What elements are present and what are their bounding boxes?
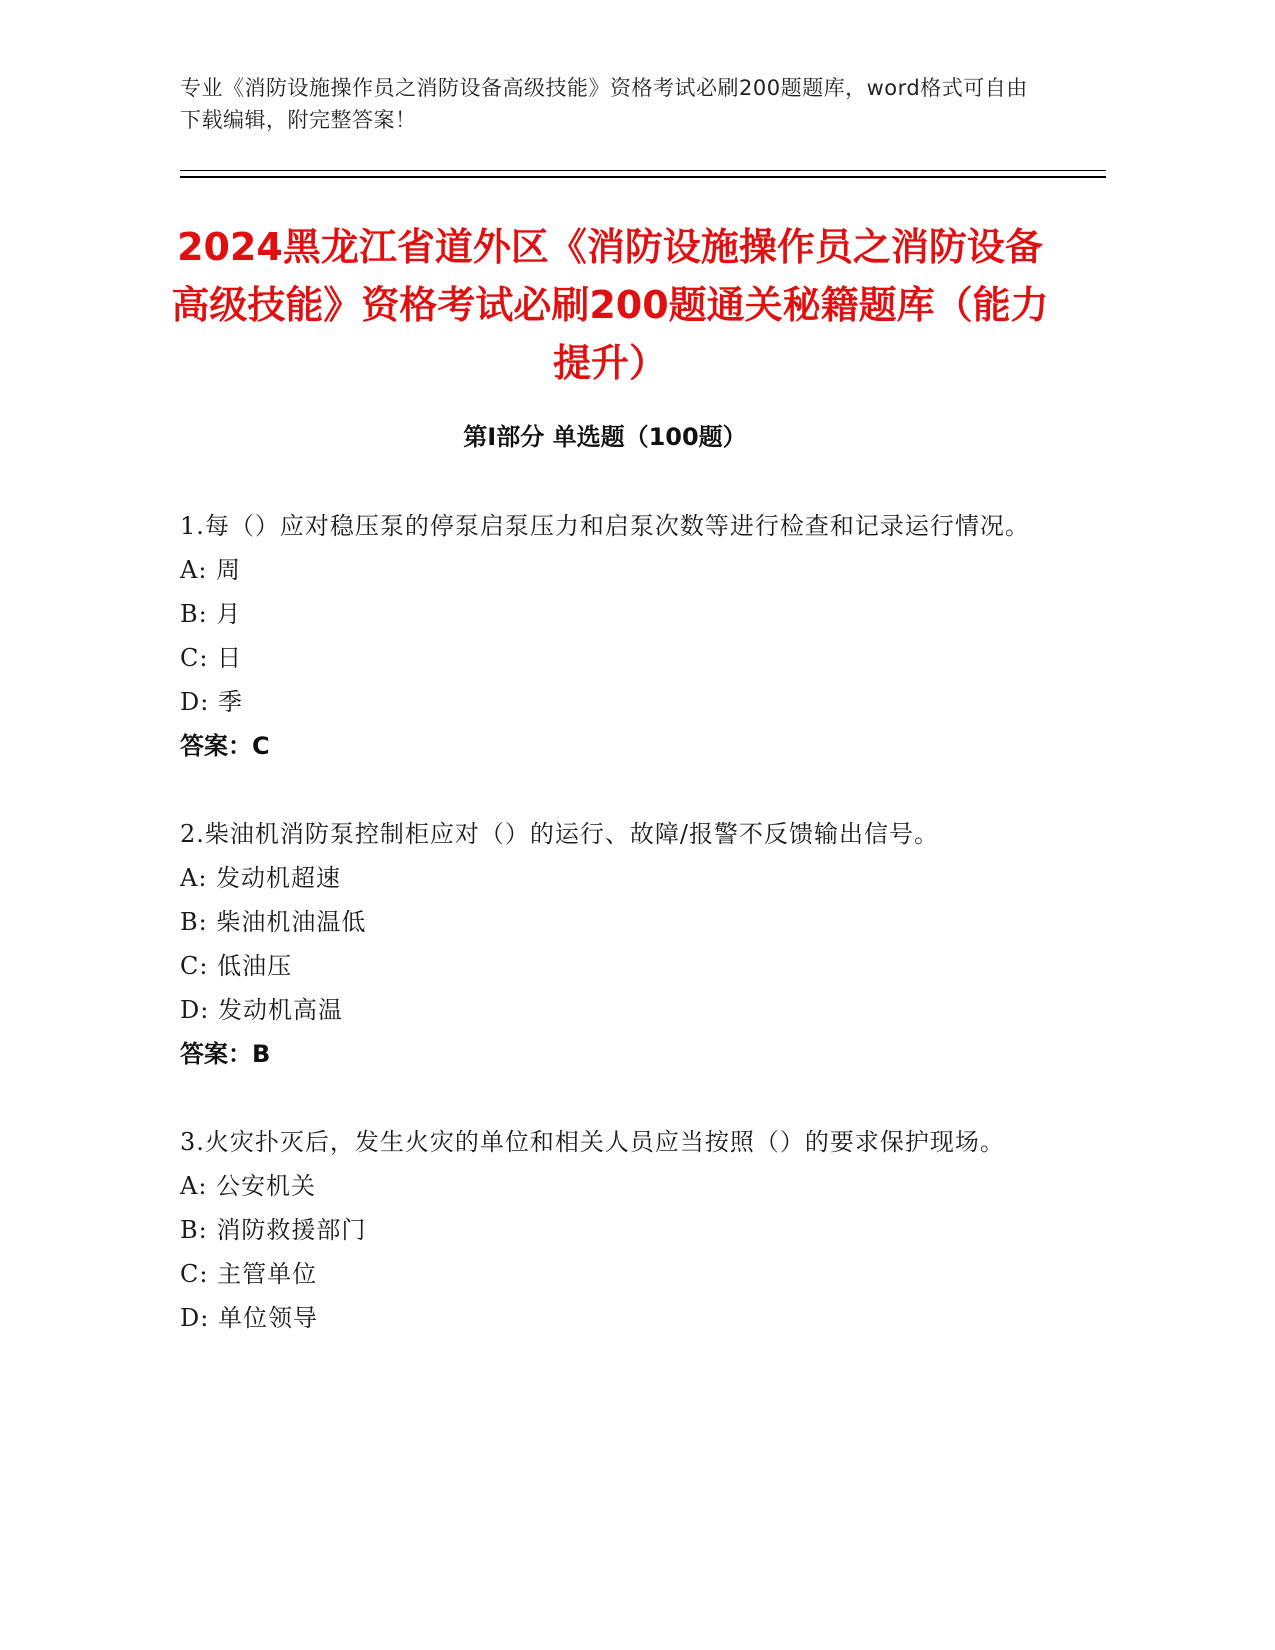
option-d: D: 发动机高温 xyxy=(180,996,343,1024)
header-note: 专业《消防设施操作员之消防设备高级技能》资格考试必刷200题题库，word格式可自由下载编辑，附完整答案！ xyxy=(180,76,1028,132)
option-c: C: 日 xyxy=(180,644,243,672)
option-c: C: 主管单位 xyxy=(180,1260,318,1288)
question-2 xyxy=(180,812,1030,1076)
option-c: C: 低油压 xyxy=(180,952,293,980)
question-1 xyxy=(180,504,1030,768)
question-3 xyxy=(180,1120,1030,1340)
header-divider-top xyxy=(180,170,1106,171)
header-divider-bottom xyxy=(180,176,1106,178)
option-b: B: 月 xyxy=(180,600,242,628)
option-b: B: 柴油机油温低 xyxy=(180,908,367,936)
option-a: A: 发动机超速 xyxy=(180,864,342,892)
option-d: D: 单位领导 xyxy=(180,1304,318,1332)
answer: 答案：C xyxy=(180,732,270,760)
option-a: A: 周 xyxy=(180,556,242,584)
question-list xyxy=(180,504,1030,1384)
question-stem: 2.柴油机消防泵控制柜应对（）的运行、故障/报警不反馈输出信号。 xyxy=(180,820,939,848)
option-d: D: 季 xyxy=(180,688,243,716)
document-title: 2024黑龙江省道外区《消防设施操作员之消防设备高级技能》资格考试必刷200题通关秘籍题库（能力提升） xyxy=(171,225,1049,385)
question-stem: 1.每（）应对稳压泵的停泵启泵压力和启泵次数等进行检查和记录运行情况。 xyxy=(180,512,1030,540)
option-b: B: 消防救援部门 xyxy=(180,1216,367,1244)
question-stem: 3.火灾扑灭后，发生火灾的单位和相关人员应当按照（）的要求保护现场。 xyxy=(180,1128,1005,1156)
answer: 答案：B xyxy=(180,1040,271,1068)
option-a: A: 公安机关 xyxy=(180,1172,317,1200)
section-heading: 第Ⅰ部分 单选题（100题） xyxy=(463,423,747,451)
